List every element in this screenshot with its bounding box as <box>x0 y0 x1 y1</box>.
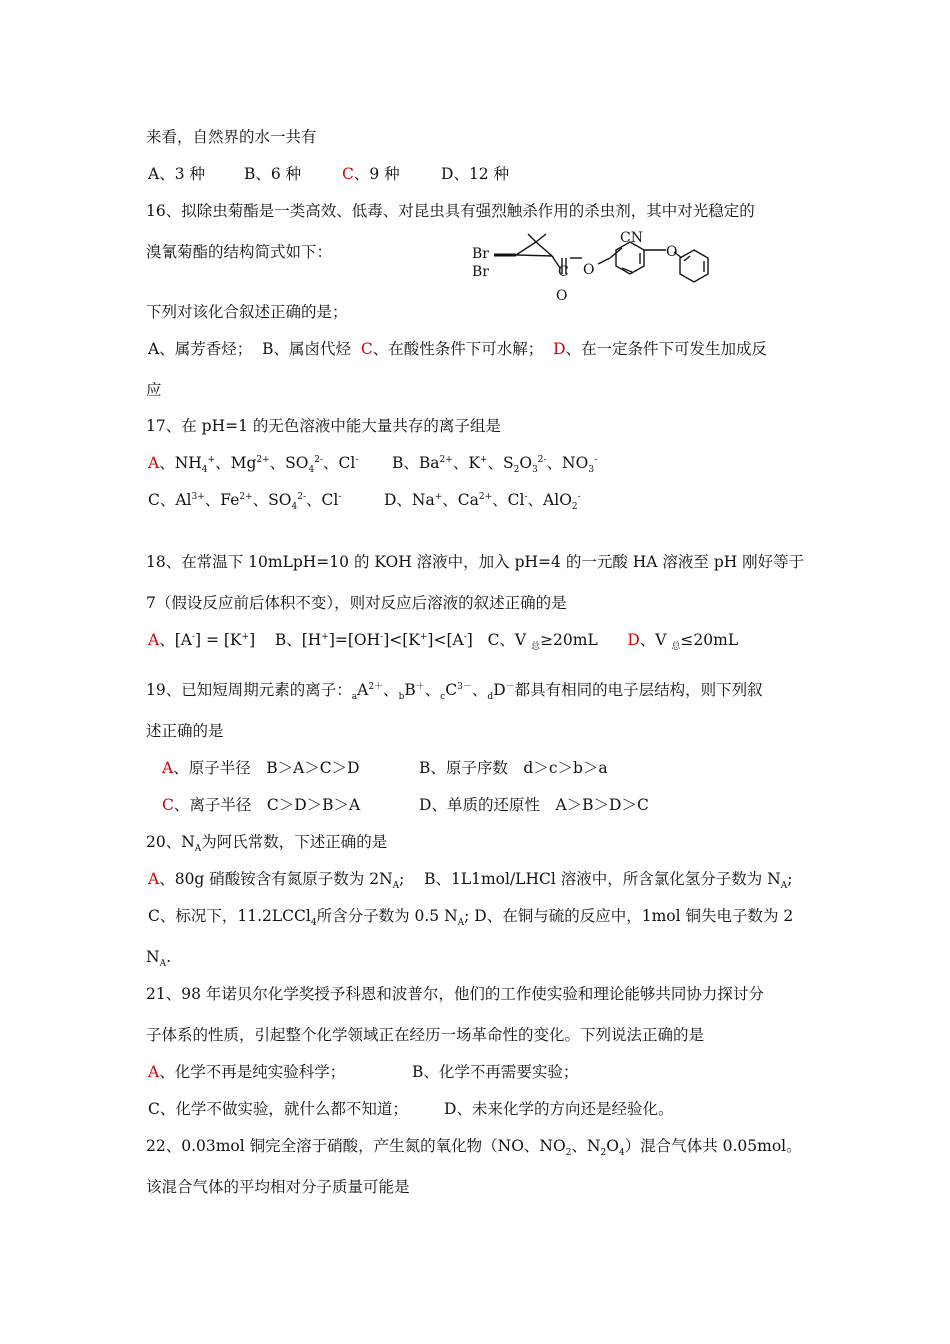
cyclopropane-ring <box>516 242 552 256</box>
question-17-option-b: B、$Ba^{2+}$、K+、$S_2O_3^{2-}$、$NO_3^-$ <box>392 454 598 476</box>
question-17-option-a: A、$NH_4^+$、$Mg^{2+}$、$SO_4^{2-}$、Cl- <box>148 454 359 476</box>
question-17-stem: 17、在 pH=1 的无色溶液中能大量共存的离子组是 <box>146 417 501 435</box>
question-20-options-cont: $N_A$. <box>146 948 171 970</box>
question-16-stem-cont: 溴氰菊酯的结构简式如下： <box>146 243 333 261</box>
question-22-stem-cont: 该混合气体的平均相对分子质量可能是 <box>146 1178 410 1196</box>
question-21-option-d: D、未来化学的方向还是经验化。 <box>444 1100 674 1118</box>
question-21-stem: 21、98 年诺贝尔化学奖授予科恩和波普尔，他们的工作使实验和理论能够共同协力探讨分 <box>146 985 764 1003</box>
question-19-option-b: B、原子序数 d＞c＞b＞a <box>419 759 608 777</box>
structure-label-br1: Br <box>472 246 489 262</box>
structure-label-o-ether: O <box>666 244 678 260</box>
question-18-stem-cont: 7（假设反应前后体积不变），则对反应后溶液的叙述正确的是 <box>146 594 567 612</box>
option-c: C、9 种 <box>342 165 400 183</box>
structure-label-c: C <box>558 264 569 280</box>
question-16-stem: 16、拟除虫菊酯是一类高效、低毒、对昆虫具有强烈触杀作用的杀虫剂，其中对光稳定的 <box>146 202 755 220</box>
option-d: D、12 种 <box>441 165 510 183</box>
question-16-prompt: 下列对该化合叙述正确的是； <box>146 303 348 321</box>
question-19-option-c: C、离子半径 C＞D＞B＞A <box>162 796 361 814</box>
question-21-option-c: C、化学不做实验，就什么都不知道； <box>148 1100 408 1118</box>
question-20-options-cd: C、标况下，11.2LCCl$_4$所含分子数为 0.5 $N_A$; D、在铜与硫的反应中，1mol 铜失电子数为 2 <box>148 907 794 929</box>
question-17-option-c: C、$Al^{3+}$、$Fe^{2+}$、$SO_4^{2-}$、Cl- <box>148 491 342 513</box>
structure-bonds <box>470 228 720 312</box>
option-a: A、3 种 <box>148 165 205 183</box>
question-19-stem-cont: 述正确的是 <box>146 722 224 740</box>
question-20-options-ab: A、80g 硝酸铵含有氮原子数为 $2N_A$; B、1L1mol/LHCl 溶液中，所含氯化氢分子数为 $N_A$; <box>148 870 793 892</box>
question-21-option-a: A、化学不再是纯实验科学； <box>148 1063 346 1081</box>
question-16-options-cont: 应 <box>146 381 162 399</box>
question-19-stem: 19、已知短周期元素的离子：$_aA^{2+}$、$_b$B＋、$_cC^{3-}$、$_d$D－都具有相同的电子层结构，则下列叙 <box>146 681 763 703</box>
question-21-stem-cont: 子体系的性质，引起整个化学领域正在经历一场革命性的变化。下列说法正确的是 <box>146 1026 705 1044</box>
structure-label-cn: CN <box>620 230 643 246</box>
question-18-options: A、[A-] = [K+] B、[H+]=[OH-]<[K+]<[A-] C、V $_总$≥20mL D、V $_总$≤20mL <box>148 631 739 653</box>
question-19-option-a: A、原子半径 B＞A＞C＞D <box>162 759 360 777</box>
option-b: B、6 种 <box>244 165 302 183</box>
structure-label-br2: Br <box>472 264 489 280</box>
text-line: 来看，自然界的水一共有 <box>146 128 317 146</box>
question-19-option-d: D、单质的还原性 A＞B＞D＞C <box>419 796 649 814</box>
question-22-stem: 22、0.03mol 铜完全溶于硝酸，产生氮的氧化物（NO、$NO_2$、$N_2O_4$）混合气体共 0.05mol。 <box>146 1137 802 1159</box>
question-18-stem: 18、在常温下 10mLpH=10 的 KOH 溶液中，加入 pH=4 的一元酸 HA 溶液至 pH 刚好等于 <box>146 553 805 571</box>
question-21-option-b: B、化学不再需要实验； <box>412 1063 579 1081</box>
question-16-options: A、属芳香烃； B、属卤代烃 C、在酸性条件下可水解； D、在一定条件下可发生加成反 <box>148 340 768 358</box>
question-20-stem: 20、$N_A$为阿氏常数，下述正确的是 <box>146 833 388 855</box>
structural-formula <box>470 228 720 312</box>
structure-label-o-carbonyl: O <box>556 288 568 304</box>
question-17-option-d: D、Na+、$Ca^{2+}$、Cl-、AlO$_2$- <box>384 491 581 513</box>
structure-label-o-ester: O <box>583 262 595 278</box>
